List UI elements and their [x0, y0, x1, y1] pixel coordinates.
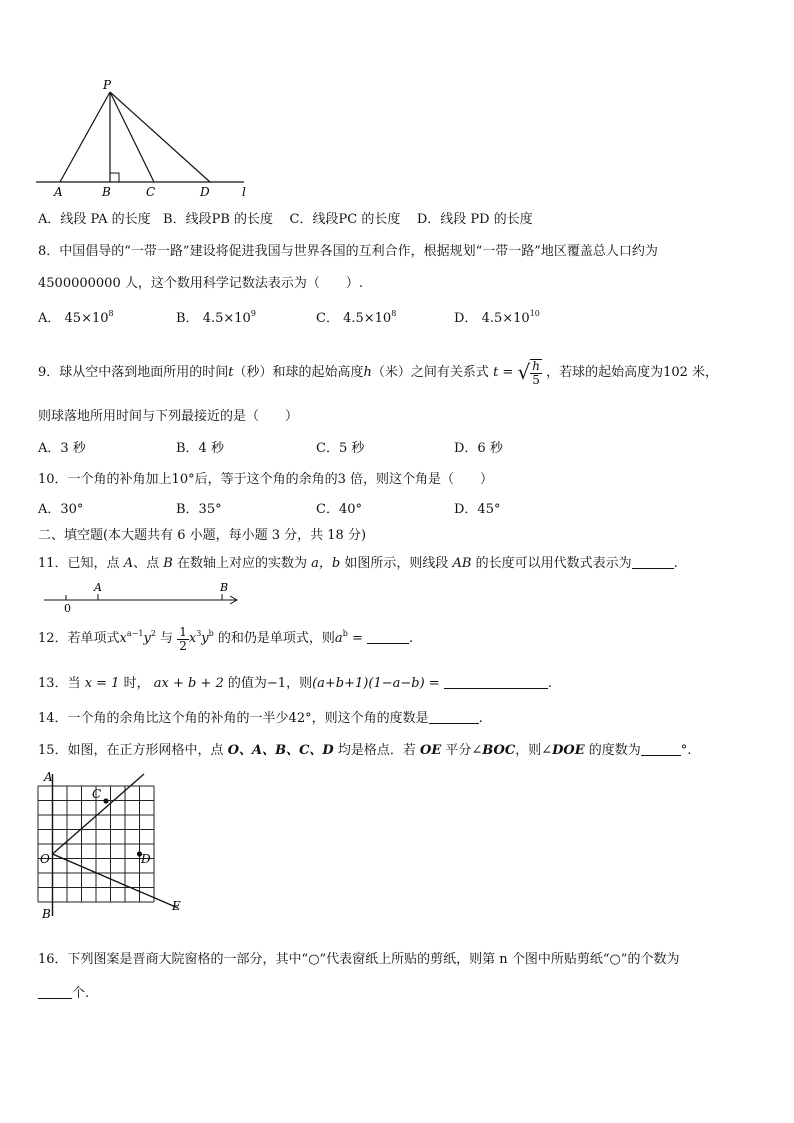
- q8-line2: 4500000000 人，这个数用科学记数法表示为（ ）.: [38, 276, 363, 291]
- point-c: [103, 798, 108, 803]
- right-angle-mark: [110, 173, 119, 182]
- q7-option-d[interactable]: D．线段 PD 的长度: [416, 212, 533, 227]
- q14-answer-blank[interactable]: [429, 711, 479, 724]
- q13-answer-blank[interactable]: [444, 676, 548, 689]
- sqrt-symbol: √: [517, 360, 531, 384]
- q8-line1: 8．中国倡导的“一带一路”建设将促进我国与世界各国的互利合作，根据规划“一带一路”地区覆盖总人口约为: [38, 244, 658, 259]
- segment-pa: [60, 92, 110, 182]
- label-a: A: [54, 185, 63, 198]
- q11-text: 11．已知，点 A、点 B 在数轴上对应的实数为 a，b 如图所示，则线段 AB 的长度可以用代数式表示为 .: [38, 556, 678, 571]
- section-heading: 二、填空题(本大题共有 6 小题，每小题 3 分，共 18 分): [38, 528, 367, 543]
- segment-pd: [110, 92, 210, 182]
- q7-options: [38, 208, 533, 227]
- q7-option-a[interactable]: A．线段 PA 的长度: [38, 212, 151, 227]
- grid-label-b: B: [42, 907, 51, 920]
- q11-number-line: [40, 578, 245, 614]
- q12-text: 12．若单项式$x^{a-1}y^2$ 与 $\frac{1}{2}$ $x^3y^b$ 的和仍是单项式，则$a^b$ = .: [38, 625, 414, 653]
- q11-answer-blank[interactable]: [632, 556, 674, 569]
- q8-option-d[interactable]: D． $4.5\times 10^{10}$: [454, 309, 540, 326]
- q16-line2: 个.: [38, 982, 89, 1001]
- grid-label-e: E: [172, 899, 181, 913]
- q7-figure: [30, 76, 260, 198]
- q7-option-b[interactable]: B．线段PB 的长度: [163, 212, 274, 227]
- q10-option-b[interactable]: B．35°: [176, 502, 222, 517]
- ray-oe: [53, 854, 179, 908]
- q9-option-c[interactable]: C．5 秒: [316, 441, 365, 456]
- label-b: B: [102, 185, 111, 198]
- q16-line1: 16．下列图案是晋商大院窗格的一部分，其中“○”代表窗纸上所贴的剪纸，则第 n 个图中所贴剪纸“○”的个数为: [38, 952, 680, 967]
- label-p: P: [103, 78, 112, 92]
- q8-option-a[interactable]: A． $45\times 10^8$: [38, 309, 114, 326]
- label-c: C: [146, 185, 156, 198]
- label-d: D: [200, 185, 210, 198]
- q15-text: 15．如图，在正方形网格中，点 O、A、B、C、D 均是格点．若 OE 平分∠BOC，则∠DOE 的度数为 °.: [38, 743, 692, 758]
- q14-text: 14．一个角的余角比这个角的补角的一半少42°，则这个角的度数是 .: [38, 711, 483, 726]
- nl-label-b: B: [220, 581, 229, 594]
- label-l: l: [242, 185, 246, 198]
- segment-pc: [110, 92, 154, 182]
- grid-label-a: A: [44, 770, 53, 784]
- q7-option-c[interactable]: C．线段PC 的长度: [289, 212, 401, 227]
- q10-text: 10．一个角的补角加上10°后，等于这个角的余角的3 倍，则这个角是（ ）: [38, 472, 493, 487]
- q12-answer-blank[interactable]: [367, 631, 409, 644]
- q8-option-c[interactable]: C． $4.5\times 10^8$: [316, 309, 397, 326]
- q10-option-a[interactable]: A．30°: [38, 502, 84, 517]
- q16-answer-blank[interactable]: [38, 986, 72, 999]
- q8-option-b[interactable]: B． $4.5\times 10^9$: [176, 309, 256, 326]
- q13-text: 13．当 x = 1 时， ax + b + 2 的值为−1，则(a+b+1)(1−a−b) = .: [38, 676, 552, 691]
- q15-answer-blank[interactable]: [641, 743, 681, 756]
- q9-line2: 则球落地所用时间与下列最接近的是（ ）: [38, 409, 299, 424]
- nl-label-a: A: [94, 581, 102, 594]
- nl-label-zero: 0: [64, 602, 71, 614]
- q10-option-c[interactable]: C．40°: [316, 502, 362, 517]
- q10-option-d[interactable]: D．45°: [454, 502, 501, 517]
- q15-grid-figure: [30, 768, 190, 920]
- q9-formula-lhs: t =: [493, 365, 514, 380]
- q9-option-a[interactable]: A．3 秒: [38, 441, 86, 456]
- grid-label-d: D: [141, 852, 151, 866]
- grid-lines: [38, 786, 154, 902]
- grid-label-c: C: [92, 787, 102, 801]
- q9-option-b[interactable]: B．4 秒: [176, 441, 224, 456]
- grid-label-o: O: [40, 852, 50, 866]
- q9-option-d[interactable]: D．6 秒: [454, 441, 503, 456]
- q9-line1: 9．球从空中落到地面所用的时间t（秒）和球的起始高度h（米）之间有关系式 t = √ $\frac{h}{5}$ ，若球的起始高度为102 米，: [38, 359, 719, 387]
